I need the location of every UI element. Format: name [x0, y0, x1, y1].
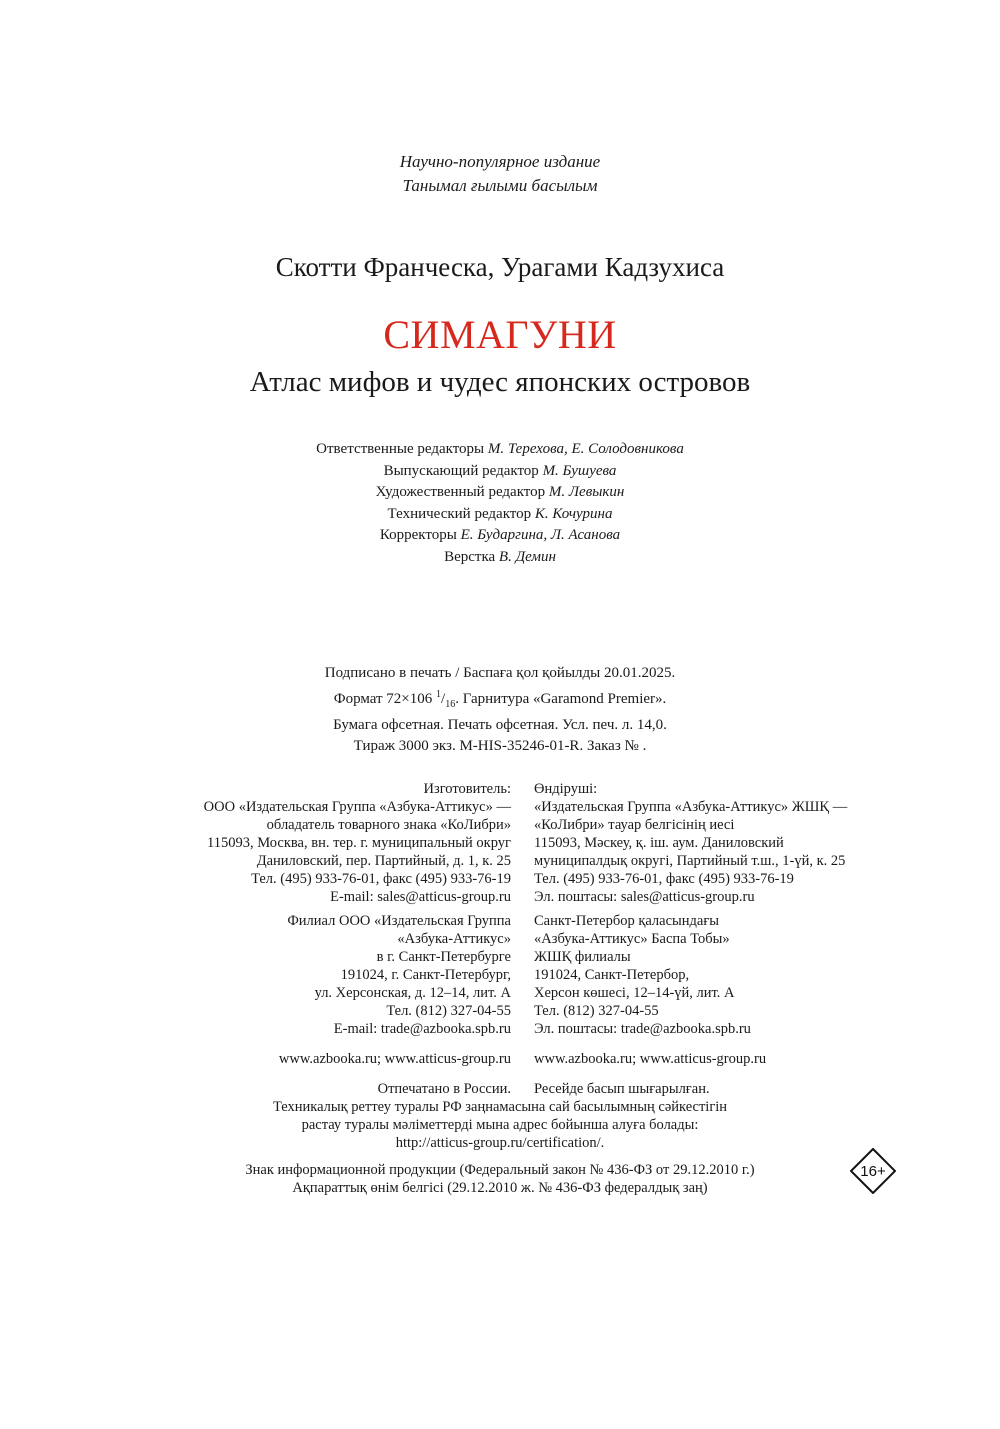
manufacturer-line: муниципалдық округі, Партийный т.ш., 1-үй, к. 25 — [534, 853, 846, 869]
genre-kz: Танымал ғылыми басылым — [402, 176, 598, 195]
branch-line: Тел. (812) 327-04-55 — [386, 1003, 511, 1019]
manufacturer-line: ООО «Издательская Группа «Азбука-Аттикус» — — [203, 799, 511, 815]
branch-line: Филиал ООО «Издательская Группа — [287, 913, 511, 929]
branch-line: 191024, г. Санкт-Петербург, — [340, 967, 511, 983]
credit-line: Выпускающий редактор М. Бушуева — [383, 462, 617, 479]
manufacturer-ru — [111, 780, 511, 1104]
credits-block — [0, 439, 1000, 568]
credit-line: Ответственные редакторы М. Терехова, Е. Солодовникова — [316, 441, 684, 457]
authors: Скотти Франческа, Урагами Кадзухиса — [275, 252, 725, 282]
branch-line: Херсон көшесі, 12–14-үй, лит. А — [534, 985, 735, 1001]
branch-line: ЖШҚ филиалы — [534, 949, 631, 965]
manufacturer-line: Эл. поштасы: sales@atticus-group.ru — [534, 889, 755, 905]
manufacturer-line: «КоЛибри» тауар белгісінің иесі — [534, 817, 735, 833]
branch-line: в г. Санкт-Петербурге — [376, 949, 511, 965]
paper-line: Бумага офсетная. Печать офсетная. Усл. печ. л. 14,0. — [333, 717, 667, 733]
credit-line: Корректоры Е. Бударгина, Л. Асанова — [379, 527, 621, 543]
manufacturer-label: Изготовитель: — [423, 781, 511, 797]
branch-line: Эл. поштасы: trade@azbooka.spb.ru — [534, 1021, 751, 1037]
run-line: Тираж 3000 экз. M-HIS-35246-01-R. Заказ № . — [353, 738, 647, 754]
manufacturer-line: Тел. (495) 933-76-01, факс (495) 933-76-19 — [534, 871, 794, 887]
certification-url: http://atticus-group.ru/certification/. — [395, 1135, 605, 1151]
manufacturer-line: 115093, Мәскеу, қ. іш. аум. Даниловский — [534, 835, 784, 851]
manufacturer-line: 115093, Москва, вн. тер. г. муниципальный округ — [207, 835, 511, 851]
book-subtitle: Атлас мифов и чудес японских островов — [249, 366, 751, 398]
website-links: www.azbooka.ru; www.atticus-group.ru — [534, 1051, 767, 1067]
printed-in: Отпечатано в России. — [377, 1081, 511, 1097]
signed-date: Подписано в печать / Баспаға қол қойылды 20.01.2025. — [324, 665, 676, 681]
manufacturer-kz — [534, 780, 934, 1104]
format-line: Формат 72×106 $^1/_{16}$. Гарнитура «Garamond Premier». — [333, 689, 667, 710]
genre-block — [0, 150, 1000, 198]
info-mark-kz: Ақпараттық өнім белгісі (29.12.2010 ж. № 436-ФЗ федералдық заң) — [292, 1180, 708, 1196]
manufacturer-line: E-mail: sales@atticus-group.ru — [330, 889, 511, 905]
branch-line: Тел. (812) 327-04-55 — [534, 1003, 659, 1019]
branch-line: ул. Херсонская, д. 12–14, лит. А — [314, 985, 511, 1001]
branch-line: E-mail: trade@azbooka.spb.ru — [333, 1021, 511, 1037]
manufacturer-line: Тел. (495) 933-76-01, факс (495) 933-76-19 — [251, 871, 511, 887]
manufacturer-line: «Издательская Группа «Азбука-Аттикус» ЖШҚ — — [534, 799, 848, 815]
website-links: www.azbooka.ru; www.atticus-group.ru — [278, 1051, 511, 1067]
branch-line: Санкт-Петербор қаласындағы — [534, 913, 720, 929]
printing-info — [0, 663, 1000, 757]
credit-line: Верстка В. Демин — [444, 548, 556, 565]
branch-line: «Азбука-Аттикус» Баспа Тобы» — [534, 931, 730, 947]
book-title: СИМАГУНИ — [383, 312, 617, 357]
printed-in: Ресейде басып шығарылған. — [534, 1081, 710, 1097]
manufacturer-line: Даниловский, пер. Партийный, д. 1, к. 25 — [256, 853, 511, 869]
certification-note — [0, 1098, 1000, 1152]
certification-line: Техникалық реттеу туралы РФ заңнамасына сай басылымның сәйкестігін — [272, 1099, 728, 1115]
manufacturer-line: обладатель товарного знака «КоЛибри» — [266, 817, 511, 833]
credit-line: Технический редактор К. Кочурина — [387, 505, 613, 522]
certification-line: растау туралы мәліметтерді мына адрес бойынша алуға болады: — [301, 1117, 699, 1133]
genre-ru: Научно-популярное издание — [399, 152, 601, 171]
manufacturer-label: Өндіруші: — [534, 781, 598, 797]
age-rating-badge — [850, 1148, 896, 1194]
branch-line: «Азбука-Аттикус» — [397, 931, 511, 947]
branch-line: 191024, Санкт-Петербор, — [534, 967, 690, 983]
credit-line: Художественный редактор М. Левыкин — [375, 484, 625, 500]
age-rating-label: 16+ — [860, 1162, 886, 1180]
info-mark-ru: Знак информационной продукции (Федеральный закон № 436-ФЗ от 29.12.2010 г.) — [245, 1162, 755, 1178]
